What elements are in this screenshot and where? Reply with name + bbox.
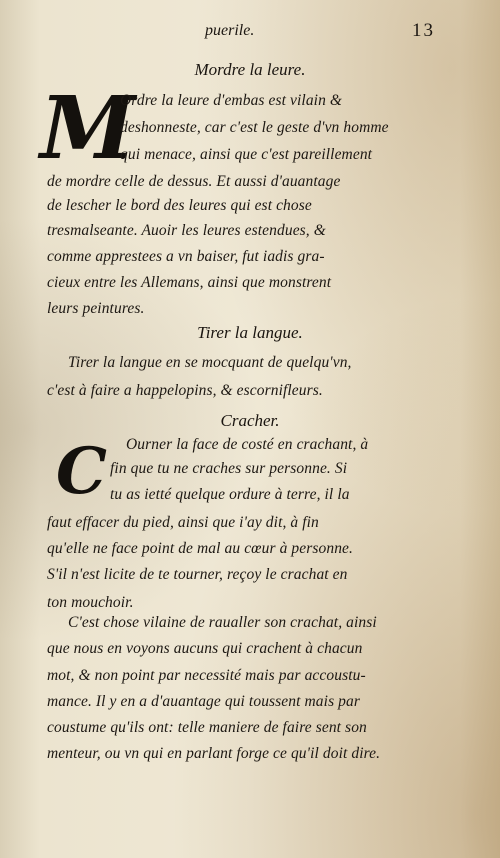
text-line: Ordre la leure d'embas est vilain &: [120, 92, 343, 109]
text-line: qu'elle ne face point de mal au cœur à personne.: [47, 540, 353, 557]
text-line: c'est à faire a happelopins, & escornifleurs.: [47, 382, 323, 399]
text-line: fin que tu ne craches sur personne. Si: [110, 460, 348, 477]
text-line: S'il n'est licite de te tourner, reçoy le crachat en: [47, 566, 348, 583]
text-line: mot, & non point par necessité mais par accoustu-: [47, 667, 366, 684]
text-line: coustume qu'ils ont: telle maniere de faire sent son: [47, 719, 367, 736]
drop-cap-c: C: [56, 434, 107, 509]
text-line: tresmalseante. Auoir les leures estendues, &: [47, 222, 326, 239]
text-line: Ourner la face de costé en crachant, à: [126, 436, 369, 453]
section-heading-cracher: Cracher.: [220, 411, 280, 430]
running-head: [0, 20, 500, 44]
text-line: leurs peintures.: [47, 300, 145, 317]
text-line: que nous en voyons aucuns qui crachent à chacun: [47, 640, 363, 657]
text-line: qui menace, ainsi que c'est pareillement: [120, 146, 373, 163]
section-heading-mordre: Mordre la leure.: [194, 60, 306, 79]
text-line: faut effacer du pied, ainsi que i'ay dit, à fin: [47, 514, 319, 531]
text-line: Tirer la langue en se mocquant de quelqu'vn,: [68, 354, 352, 371]
text-line: tu as ietté quelque ordure à terre, il la: [110, 486, 350, 503]
text-line: mance. Il y en a d'auantage qui toussent mais par: [47, 693, 361, 710]
text-line: deshonneste, car c'est le geste d'vn homme: [120, 119, 389, 136]
text-line: menteur, ou vn qui en parlant forge ce qu'il doit dire.: [47, 745, 381, 762]
text-line: C'est chose vilaine de raualler son crachat, ainsi: [68, 614, 377, 631]
text-line: de mordre celle de dessus. Et aussi d'auantage: [47, 173, 341, 190]
text-line: de lescher le bord des leures qui est chose: [47, 197, 312, 214]
drop-cap-m: M: [40, 78, 136, 179]
running-title: puerile.: [205, 22, 255, 39]
text-line: comme apprestees a vn baiser, fut iadis gra-: [47, 248, 325, 265]
section-heading-tirer: Tirer la langue.: [197, 323, 303, 342]
text-line: cieux entre les Allemans, ainsi que monstrent: [47, 274, 332, 291]
text-line: ton mouchoir.: [47, 594, 134, 611]
page-number: 13: [412, 20, 435, 41]
